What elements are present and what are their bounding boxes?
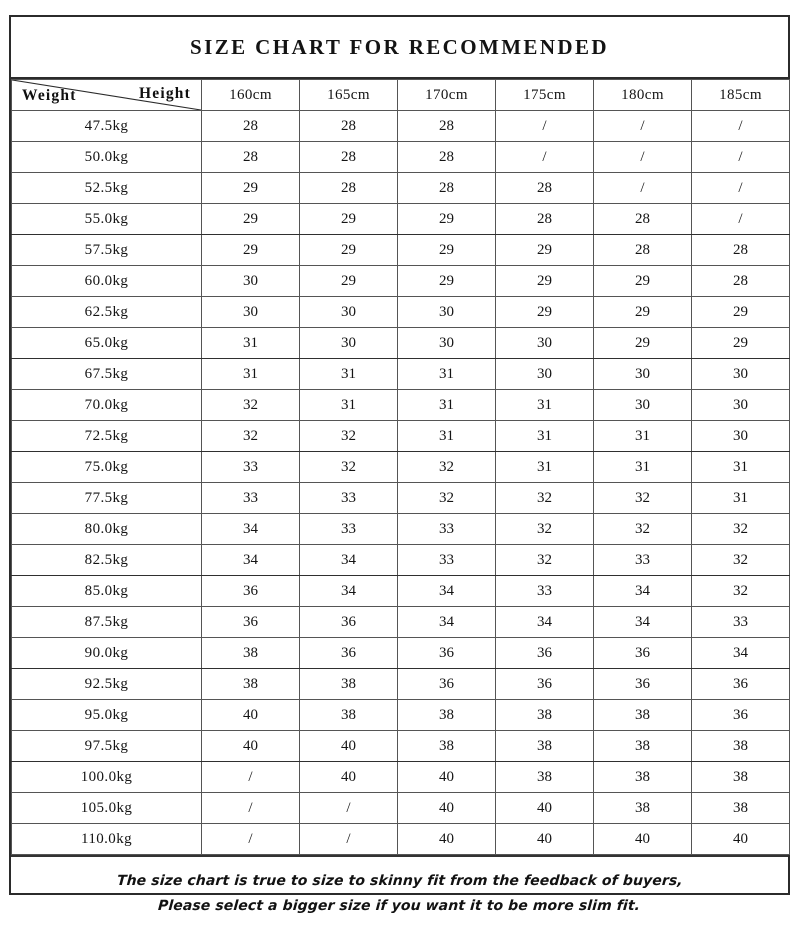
table-row bbox=[12, 576, 790, 607]
row-header-weight: 80.0kg bbox=[12, 514, 202, 545]
size-cell: 40 bbox=[692, 824, 790, 855]
row-header-weight: 92.5kg bbox=[12, 669, 202, 700]
table-row bbox=[12, 452, 790, 483]
size-cell: 32 bbox=[692, 576, 790, 607]
size-cell: 34 bbox=[692, 638, 790, 669]
size-cell: 32 bbox=[496, 483, 594, 514]
size-cell: 29 bbox=[300, 235, 398, 266]
size-cell: 33 bbox=[300, 483, 398, 514]
row-header-weight: 60.0kg bbox=[12, 266, 202, 297]
size-cell: 30 bbox=[594, 390, 692, 421]
size-cell: 30 bbox=[398, 328, 496, 359]
size-cell: 28 bbox=[496, 204, 594, 235]
row-header-weight: 110.0kg bbox=[12, 824, 202, 855]
height-axis-label: Height bbox=[139, 85, 191, 102]
header-row bbox=[12, 80, 790, 111]
size-cell: 32 bbox=[594, 483, 692, 514]
size-cell: 29 bbox=[202, 235, 300, 266]
size-cell: 36 bbox=[300, 607, 398, 638]
size-cell: 30 bbox=[692, 421, 790, 452]
size-cell: 31 bbox=[496, 421, 594, 452]
size-cell: 31 bbox=[398, 390, 496, 421]
footer-note-line-1: The size chart is true to size to skinny fit from the feedback of buyers, bbox=[116, 872, 683, 889]
table-head bbox=[12, 80, 790, 111]
size-cell: 34 bbox=[496, 607, 594, 638]
size-cell: 36 bbox=[202, 607, 300, 638]
table-row bbox=[12, 266, 790, 297]
size-cell: 28 bbox=[692, 266, 790, 297]
size-chart-sheet bbox=[9, 15, 790, 914]
column-header-170cm: 170cm bbox=[398, 80, 496, 111]
size-cell: 40 bbox=[496, 793, 594, 824]
row-header-weight: 57.5kg bbox=[12, 235, 202, 266]
size-cell: 38 bbox=[594, 700, 692, 731]
row-header-weight: 97.5kg bbox=[12, 731, 202, 762]
size-cell: 32 bbox=[398, 452, 496, 483]
size-cell: 34 bbox=[594, 607, 692, 638]
size-cell: 29 bbox=[398, 204, 496, 235]
size-cell: 29 bbox=[496, 297, 594, 328]
row-header-weight: 100.0kg bbox=[12, 762, 202, 793]
size-cell: 32 bbox=[398, 483, 496, 514]
size-cell: 31 bbox=[202, 328, 300, 359]
size-cell: 32 bbox=[300, 421, 398, 452]
size-cell: / bbox=[202, 762, 300, 793]
size-cell: 29 bbox=[496, 266, 594, 297]
size-cell: 29 bbox=[300, 204, 398, 235]
size-cell: 28 bbox=[300, 173, 398, 204]
column-header-185cm: 185cm bbox=[692, 80, 790, 111]
size-cell: 40 bbox=[496, 824, 594, 855]
size-cell: 31 bbox=[496, 452, 594, 483]
size-cell: 28 bbox=[202, 111, 300, 142]
size-cell: 29 bbox=[398, 235, 496, 266]
size-cell: 40 bbox=[300, 762, 398, 793]
size-cell: / bbox=[692, 204, 790, 235]
size-cell: 36 bbox=[300, 638, 398, 669]
size-cell: 32 bbox=[496, 545, 594, 576]
size-cell: / bbox=[496, 142, 594, 173]
page-title: SIZE CHART FOR RECOMMENDED bbox=[190, 34, 609, 59]
row-header-weight: 62.5kg bbox=[12, 297, 202, 328]
size-cell: 36 bbox=[594, 669, 692, 700]
table-row bbox=[12, 669, 790, 700]
size-cell: 38 bbox=[692, 762, 790, 793]
table-row bbox=[12, 421, 790, 452]
size-cell: 28 bbox=[300, 111, 398, 142]
size-cell: 29 bbox=[496, 235, 594, 266]
table-row bbox=[12, 607, 790, 638]
weight-axis-label: Weight bbox=[22, 87, 77, 104]
size-cell: 32 bbox=[496, 514, 594, 545]
size-cell: 40 bbox=[202, 731, 300, 762]
size-cell: 33 bbox=[300, 514, 398, 545]
size-cell: 30 bbox=[300, 297, 398, 328]
size-cell: 29 bbox=[594, 297, 692, 328]
size-cell: 30 bbox=[300, 328, 398, 359]
size-cell: 33 bbox=[202, 483, 300, 514]
size-cell: / bbox=[594, 173, 692, 204]
size-cell: 40 bbox=[398, 793, 496, 824]
size-cell: 34 bbox=[300, 545, 398, 576]
size-cell: 33 bbox=[496, 576, 594, 607]
size-cell: 32 bbox=[692, 545, 790, 576]
size-cell: 31 bbox=[202, 359, 300, 390]
column-header-165cm: 165cm bbox=[300, 80, 398, 111]
size-cell: / bbox=[202, 793, 300, 824]
table-row bbox=[12, 142, 790, 173]
size-cell: 28 bbox=[496, 173, 594, 204]
size-cell: 31 bbox=[692, 483, 790, 514]
size-cell: 38 bbox=[300, 700, 398, 731]
table-row bbox=[12, 111, 790, 142]
size-chart-table bbox=[11, 79, 790, 855]
table-row bbox=[12, 359, 790, 390]
table-row bbox=[12, 824, 790, 855]
size-cell: / bbox=[692, 142, 790, 173]
size-cell: 32 bbox=[300, 452, 398, 483]
table-row bbox=[12, 297, 790, 328]
table-row bbox=[12, 700, 790, 731]
size-cell: 38 bbox=[496, 731, 594, 762]
size-cell: 38 bbox=[594, 731, 692, 762]
size-cell: 28 bbox=[594, 235, 692, 266]
chart-title-bar bbox=[11, 17, 788, 79]
table-row bbox=[12, 638, 790, 669]
row-header-weight: 47.5kg bbox=[12, 111, 202, 142]
size-cell: 29 bbox=[398, 266, 496, 297]
size-cell: 36 bbox=[496, 669, 594, 700]
size-cell: 31 bbox=[496, 390, 594, 421]
size-cell: 34 bbox=[398, 576, 496, 607]
column-header-160cm: 160cm bbox=[202, 80, 300, 111]
size-cell: 33 bbox=[202, 452, 300, 483]
row-header-weight: 77.5kg bbox=[12, 483, 202, 514]
size-cell: 30 bbox=[202, 297, 300, 328]
size-cell: 36 bbox=[496, 638, 594, 669]
size-cell: 33 bbox=[398, 514, 496, 545]
size-cell: 30 bbox=[594, 359, 692, 390]
row-header-weight: 95.0kg bbox=[12, 700, 202, 731]
size-cell: 32 bbox=[202, 421, 300, 452]
size-cell: 29 bbox=[300, 266, 398, 297]
size-cell: 31 bbox=[300, 359, 398, 390]
size-cell: 33 bbox=[398, 545, 496, 576]
size-cell: 40 bbox=[202, 700, 300, 731]
size-cell: 28 bbox=[398, 173, 496, 204]
size-cell: 28 bbox=[692, 235, 790, 266]
size-cell: / bbox=[300, 793, 398, 824]
size-cell: 30 bbox=[398, 297, 496, 328]
size-cell: 34 bbox=[594, 576, 692, 607]
size-cell: 31 bbox=[594, 452, 692, 483]
size-cell: 29 bbox=[202, 173, 300, 204]
table-row bbox=[12, 483, 790, 514]
column-header-175cm: 175cm bbox=[496, 80, 594, 111]
row-header-weight: 50.0kg bbox=[12, 142, 202, 173]
size-cell: / bbox=[202, 824, 300, 855]
row-header-weight: 105.0kg bbox=[12, 793, 202, 824]
size-cell: 28 bbox=[398, 142, 496, 173]
size-cell: 36 bbox=[692, 669, 790, 700]
row-header-weight: 52.5kg bbox=[12, 173, 202, 204]
size-cell: 31 bbox=[398, 421, 496, 452]
row-header-weight: 70.0kg bbox=[12, 390, 202, 421]
table-row bbox=[12, 514, 790, 545]
size-cell: 33 bbox=[692, 607, 790, 638]
size-cell: 31 bbox=[594, 421, 692, 452]
size-cell: 40 bbox=[398, 762, 496, 793]
footer-note bbox=[11, 855, 788, 929]
size-cell: 32 bbox=[202, 390, 300, 421]
size-cell: 30 bbox=[496, 328, 594, 359]
size-cell: 40 bbox=[300, 731, 398, 762]
size-cell: 38 bbox=[300, 669, 398, 700]
size-cell: 29 bbox=[202, 204, 300, 235]
size-cell: 29 bbox=[594, 328, 692, 359]
size-cell: 31 bbox=[692, 452, 790, 483]
size-cell: / bbox=[594, 111, 692, 142]
size-cell: 38 bbox=[202, 669, 300, 700]
size-cell: 38 bbox=[496, 762, 594, 793]
size-cell: 29 bbox=[692, 328, 790, 359]
table-row bbox=[12, 328, 790, 359]
size-cell: 30 bbox=[692, 359, 790, 390]
size-cell: 28 bbox=[300, 142, 398, 173]
size-cell: 40 bbox=[594, 824, 692, 855]
table-row bbox=[12, 204, 790, 235]
size-cell: 32 bbox=[594, 514, 692, 545]
table-row bbox=[12, 545, 790, 576]
size-cell: 38 bbox=[692, 731, 790, 762]
row-header-weight: 55.0kg bbox=[12, 204, 202, 235]
size-cell: / bbox=[594, 142, 692, 173]
size-cell: 28 bbox=[202, 142, 300, 173]
size-cell: 40 bbox=[398, 824, 496, 855]
row-header-weight: 65.0kg bbox=[12, 328, 202, 359]
size-cell: 30 bbox=[496, 359, 594, 390]
size-cell: 38 bbox=[398, 731, 496, 762]
row-header-weight: 75.0kg bbox=[12, 452, 202, 483]
size-cell: 32 bbox=[692, 514, 790, 545]
size-cell: 34 bbox=[398, 607, 496, 638]
size-cell: 38 bbox=[594, 762, 692, 793]
size-cell: 38 bbox=[594, 793, 692, 824]
row-header-weight: 72.5kg bbox=[12, 421, 202, 452]
size-cell: / bbox=[496, 111, 594, 142]
size-cell: 38 bbox=[398, 700, 496, 731]
size-cell: / bbox=[692, 173, 790, 204]
size-cell: 36 bbox=[398, 669, 496, 700]
size-cell: 36 bbox=[692, 700, 790, 731]
size-cell: 30 bbox=[202, 266, 300, 297]
table-row bbox=[12, 762, 790, 793]
size-cell: 36 bbox=[398, 638, 496, 669]
row-header-weight: 67.5kg bbox=[12, 359, 202, 390]
size-cell: 34 bbox=[300, 576, 398, 607]
row-header-weight: 87.5kg bbox=[12, 607, 202, 638]
size-cell: 36 bbox=[594, 638, 692, 669]
table-row bbox=[12, 793, 790, 824]
size-cell: / bbox=[692, 111, 790, 142]
size-cell: 38 bbox=[202, 638, 300, 669]
table-row bbox=[12, 173, 790, 204]
corner-header-cell bbox=[12, 80, 202, 111]
size-cell: 33 bbox=[594, 545, 692, 576]
size-cell: 29 bbox=[692, 297, 790, 328]
column-header-180cm: 180cm bbox=[594, 80, 692, 111]
size-cell: 34 bbox=[202, 545, 300, 576]
row-header-weight: 90.0kg bbox=[12, 638, 202, 669]
size-cell: 28 bbox=[398, 111, 496, 142]
size-cell: 29 bbox=[594, 266, 692, 297]
size-cell: 38 bbox=[692, 793, 790, 824]
row-header-weight: 85.0kg bbox=[12, 576, 202, 607]
size-cell: 36 bbox=[202, 576, 300, 607]
table-body bbox=[12, 111, 790, 855]
size-cell: 28 bbox=[594, 204, 692, 235]
footer-note-line-2: Please select a bigger size if you want it to be more slim fit. bbox=[157, 897, 642, 914]
table-row bbox=[12, 731, 790, 762]
size-cell: 31 bbox=[398, 359, 496, 390]
size-cell: 38 bbox=[496, 700, 594, 731]
table-row bbox=[12, 235, 790, 266]
size-cell: 31 bbox=[300, 390, 398, 421]
size-cell: / bbox=[300, 824, 398, 855]
row-header-weight: 82.5kg bbox=[12, 545, 202, 576]
size-cell: 34 bbox=[202, 514, 300, 545]
size-cell: 30 bbox=[692, 390, 790, 421]
table-row bbox=[12, 390, 790, 421]
